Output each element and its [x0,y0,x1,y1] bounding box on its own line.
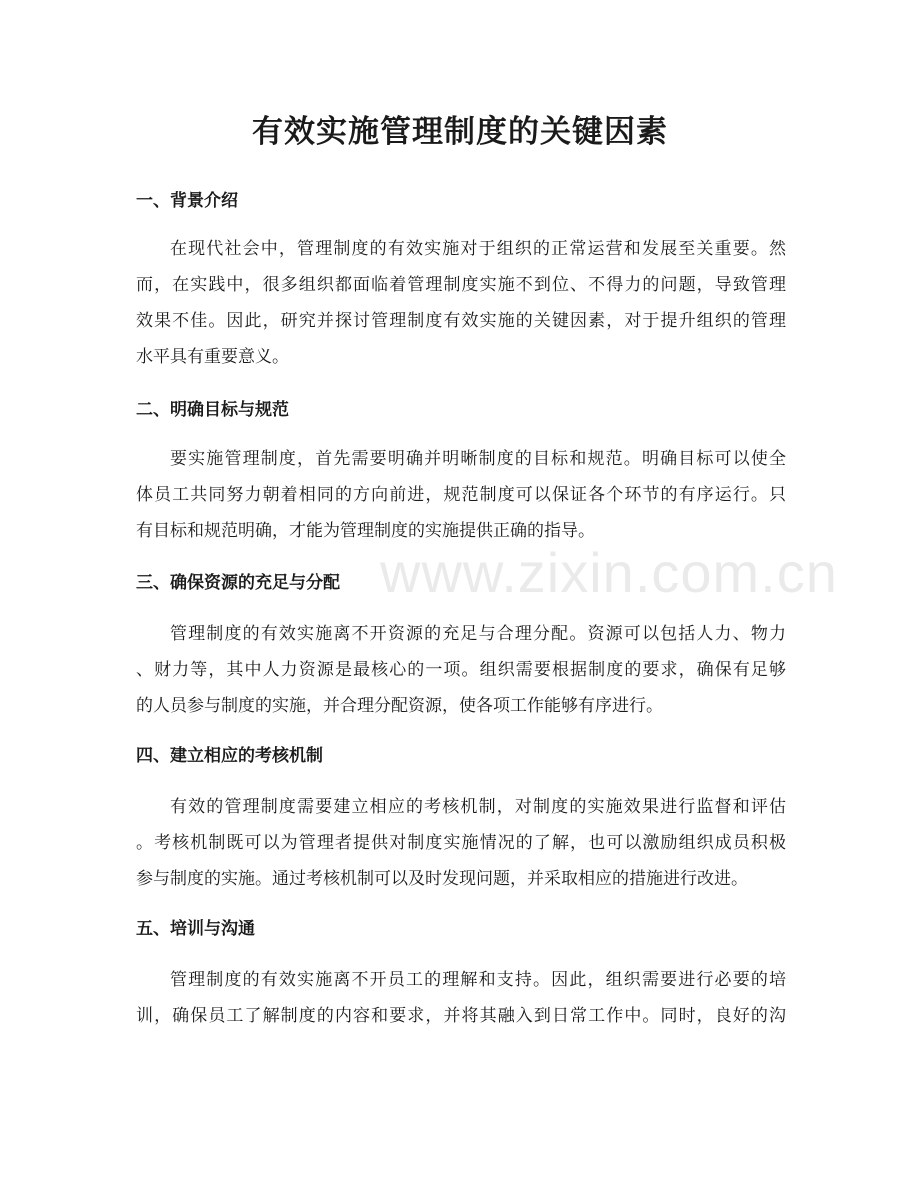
paragraph-line: 效果不佳。因此，研究并探讨管理制度有效实施的关键因素，对于提升组织的管理 [136,311,786,331]
paragraph-line: 管理制度的有效实施离不开员工的理解和支持。因此，组织需要进行必要的培 [170,970,786,990]
section-paragraph-goals-norms [136,441,786,549]
paragraph-line: 水平具有重要意义。 [136,347,289,367]
section-paragraph-assessment [136,789,786,897]
paragraph-line: 要实施管理制度，首先需要明确并明晰制度的目标和规范。明确目标可以使全 [170,449,786,469]
section-heading-assessment: 四、建立相应的考核机制 [136,746,323,766]
section-paragraph-training [136,962,786,1034]
paragraph-line: 体员工共同努力朝着相同的方向前进，规范制度可以保证各个环节的有序运行。只 [136,485,786,505]
paragraph-line: 而，在实践中，很多组织都面临着管理制度实施不到位、不得力的问题，导致管理 [136,275,786,295]
watermark: www.zixin.com.cn [380,541,838,604]
paragraph-line: 有效的管理制度需要建立相应的考核机制，对制度的实施效果进行监督和评估 [170,797,786,817]
paragraph-line: 参与制度的实施。通过考核机制可以及时发现问题，并采取相应的措施进行改进。 [136,869,748,889]
section-heading-background: 一、背景介绍 [136,191,238,211]
paragraph-line: 的人员参与制度的实施，并合理分配资源，使各项工作能够有序进行。 [136,696,663,716]
paragraph-line: 在现代社会中，管理制度的有效实施对于组织的正常运营和发展至关重要。然 [170,239,786,259]
section-heading-goals-norms: 二、明确目标与规范 [136,400,289,420]
paragraph-line: 训，确保员工了解制度的内容和要求，并将其融入到日常工作中。同时，良好的沟 [136,1006,786,1026]
paragraph-line: 。考核机制既可以为管理者提供对制度实施情况的了解，也可以激励组织成员积极 [136,833,786,853]
section-heading-resources: 三、确保资源的充足与分配 [136,573,340,593]
paragraph-line: 管理制度的有效实施离不开资源的充足与合理分配。资源可以包括人力、物力 [170,624,786,644]
section-paragraph-background [136,231,786,375]
section-paragraph-resources [136,616,786,724]
section-heading-training: 五、培训与沟通 [136,919,255,939]
document-title: 有效实施管理制度的关键因素 [252,114,668,150]
paragraph-line: 有目标和规范明确，才能为管理制度的实施提供正确的指导。 [136,521,595,541]
paragraph-line: 、财力等，其中人力资源是最核心的一项。组织需要根据制度的要求，确保有足够 [136,660,786,680]
